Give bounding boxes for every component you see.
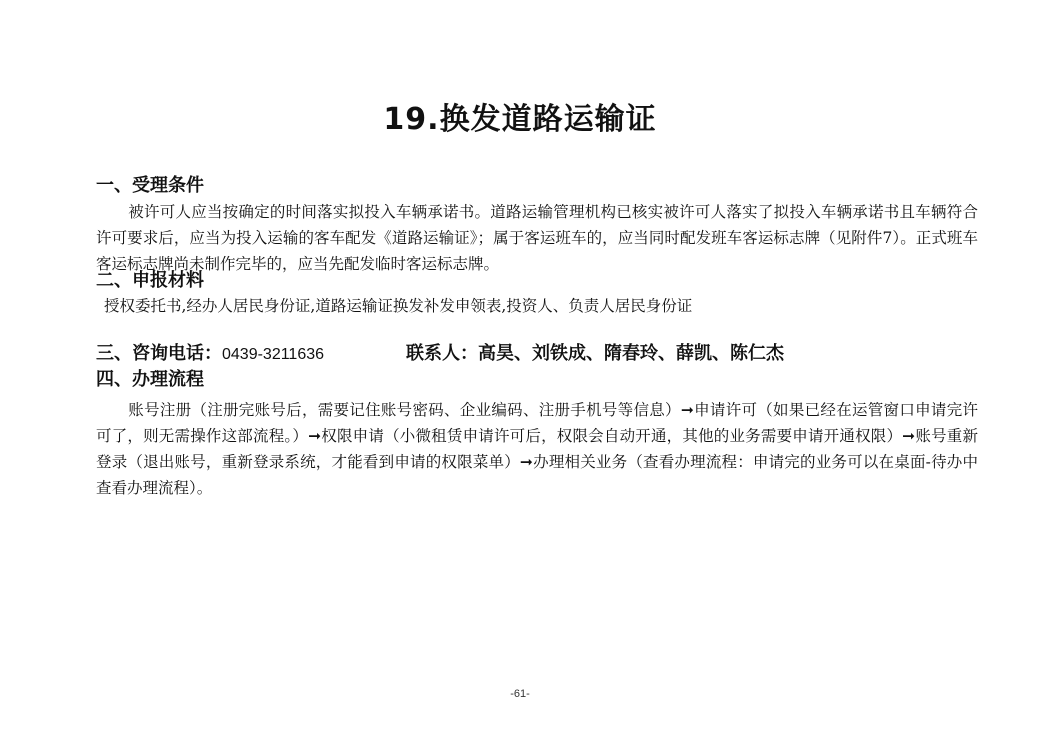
arrow-right-icon: ➞ <box>902 427 916 445</box>
consultation-phone-row <box>96 341 324 367</box>
section-heading-phone: 三、咨询电话： <box>96 343 222 364</box>
arrow-right-icon: ➞ <box>519 453 533 471</box>
arrow-right-icon: ➞ <box>680 401 694 419</box>
process-step-apply-permit: 申请许可（如果已经在运管窗口申请完许可了，则无需操作这部流程。） <box>96 401 978 445</box>
section-heading-acceptance-conditions: 一、受理条件 <box>96 175 204 196</box>
page-title: 19.换发道路运输证 <box>383 102 657 137</box>
process-step-register: 账号注册（注册完账号后，需要记住账号密码、企业编码、注册手机号等信息） <box>128 401 681 419</box>
contact-persons: 联系人：高昊、刘铁成、隋春玲、薛凯、陈仁杰 <box>406 343 784 364</box>
acceptance-conditions-body: 被许可人应当按确定的时间落实拟投入车辆承诺书。道路运输管理机构已核实被许可人落实了拟投入车辆承诺书且车辆符合许可要求后，应当为投入运输的客车配发《道路运输证》；属于客运班车的，应当同时配发班车客运标志牌（见附件7）。正式班车客运标志牌尚未制作完毕的，应当先配发临时客运标志牌。 <box>96 203 978 273</box>
section-heading-process: 四、办理流程 <box>96 369 204 390</box>
materials-text: 授权委托书,经办人居民身份证,道路运输证换发补发申领表,投资人、负责人居民身份证 <box>104 297 693 315</box>
phone-number: 0439-3211636 <box>222 346 325 363</box>
process-step-apply-permission: 权限申请（小微租赁申请许可后，权限会自动开通，其他的业务需要申请开通权限） <box>321 427 903 445</box>
page-number: -61- <box>510 688 530 700</box>
acceptance-conditions-text <box>96 199 978 277</box>
process-text <box>96 397 978 501</box>
process-step-handle-business: 办理相关业务（查看办理流程：申请完的业务可以在桌面-待办中查看办理流程）。 <box>96 453 978 497</box>
process-step-relogin: 账号重新登录（退出账号，重新登录系统，才能看到申请的权限菜单） <box>96 427 978 471</box>
arrow-right-icon: ➞ <box>308 427 322 445</box>
section-heading-materials: 二、申报材料 <box>96 270 204 291</box>
